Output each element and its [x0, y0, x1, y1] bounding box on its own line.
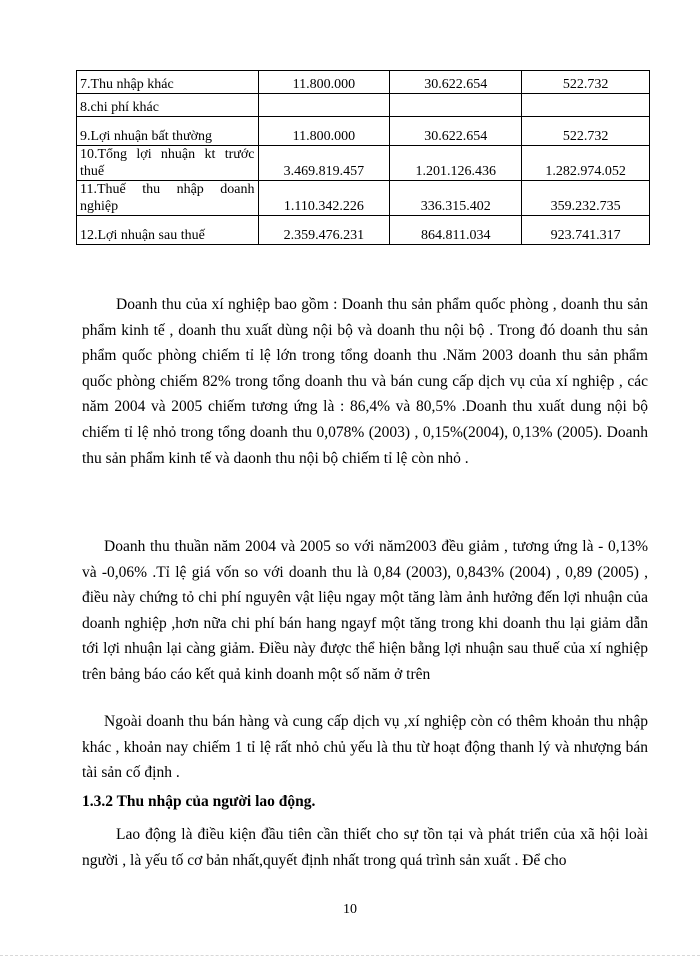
row-label: 8.chi phí khác [77, 94, 259, 117]
value-2004 [390, 94, 522, 117]
page-number: 10 [343, 902, 357, 917]
value-2004: 336.315.402 [390, 181, 522, 216]
paragraph-net-revenue [82, 534, 648, 688]
row-label: 12.Lợi nhuận sau thuế [77, 216, 259, 245]
paragraph-revenue [82, 292, 648, 471]
table-row [77, 71, 650, 94]
value-2005: 522.732 [522, 71, 650, 94]
page-edge-divider [0, 955, 700, 956]
value-2004: 30.622.654 [390, 117, 522, 146]
paragraph-other-income [82, 709, 648, 786]
value-2003: 2.359.476.231 [258, 216, 390, 245]
section-heading: 1.3.2 Thu nhập của người lao động. [82, 793, 316, 810]
row-label: 7.Thu nhập khác [77, 71, 259, 94]
value-2005: 923.741.317 [522, 216, 650, 245]
value-2005: 359.232.735 [522, 181, 650, 216]
income-statement-table [76, 70, 650, 245]
table-row [77, 181, 650, 216]
paragraph-labor [82, 822, 648, 873]
value-2004: 864.811.034 [390, 216, 522, 245]
row-label: 11.Thuế thu nhập doanh nghiệp [77, 181, 259, 216]
value-2003: 3.469.819.457 [258, 146, 390, 181]
value-2005: 1.282.974.052 [522, 146, 650, 181]
table-row [77, 146, 650, 181]
row-label: 10.Tổng lợi nhuận kt trước thuế [77, 146, 259, 181]
table-row [77, 117, 650, 146]
value-2003: 1.110.342.226 [258, 181, 390, 216]
value-2004: 30.622.654 [390, 71, 522, 94]
value-2004: 1.201.126.436 [390, 146, 522, 181]
paragraph-text: Lao động là điều kiện đầu tiên cần thiết cho sự tồn tại và phát triển của xã hội loài người , là yếu tố cơ bản nhất,quyết định nhất trong quá trình sản xuất . Để cho [82, 826, 648, 869]
value-2003 [258, 94, 390, 117]
value-2003: 11.800.000 [258, 71, 390, 94]
value-2003: 11.800.000 [258, 117, 390, 146]
paragraph-text: Doanh thu của xí nghiệp bao gồm : Doanh thu sản phẩm quốc phòng , doanh thu sản phẩm kinh tế , doanh thu xuất dùng nội bộ và doanh thu nội bộ . Trong đó doanh thu sản phẩm quốc phòng chiếm tỉ lệ lớn trong tổng doanh thu .Năm 2003 doanh thu sản phẩm quốc phòng chiếm 82% trong tổng doanh thu và bán cung cấp dịch vụ của xí nghiệp , các năm 2004 và 2005 chiếm tương ứng là : 86,4% và 80,5% .Doanh thu xuất dung nội bộ chiếm tỉ lệ nhỏ trong tổng doanh thu 0,078% (2003) , 0,15%(2004), 0,13% (2005). Doanh thu sản phẩm kinh tế và daonh thu nội bộ chiếm tỉ lệ còn nhỏ . [82, 296, 648, 467]
paragraph-text: Ngoài doanh thu bán hàng và cung cấp dịch vụ ,xí nghiệp còn có thêm khoản thu nhập khác , khoản nay chiếm 1 tỉ lệ rất nhỏ chủ yếu là thu từ hoạt động thanh lý và nhượng bán tài sản cố định . [82, 713, 648, 782]
value-2005 [522, 94, 650, 117]
value-2005: 522.732 [522, 117, 650, 146]
table-row [77, 94, 650, 117]
table-row [77, 216, 650, 245]
paragraph-text: Doanh thu thuần năm 2004 và 2005 so với năm2003 đều giảm , tương ứng là - 0,13% và -0,06% .Tỉ lệ giá vốn so với doanh thu là 0,84 (2003), 0,843% (2004) , 0,89 (2005) , điều này chứng tỏ chi phí nguyên vật liệu ngay một tăng làm ảnh hưởng đến lợi nhuận của doanh nghiệp ,hơn nữa chi phí bán hang ngayf một tăng trong khi doanh thu lại giảm dẫn tới lợi nhuận lại càng giảm. Điều này được thể hiện bằng lợi nhuận sau thuế của xí nghiệp trên bảng báo cáo kết quả kinh doanh một số năm ở trên [82, 538, 648, 683]
row-label: 9.Lợi nhuận bất thường [77, 117, 259, 146]
